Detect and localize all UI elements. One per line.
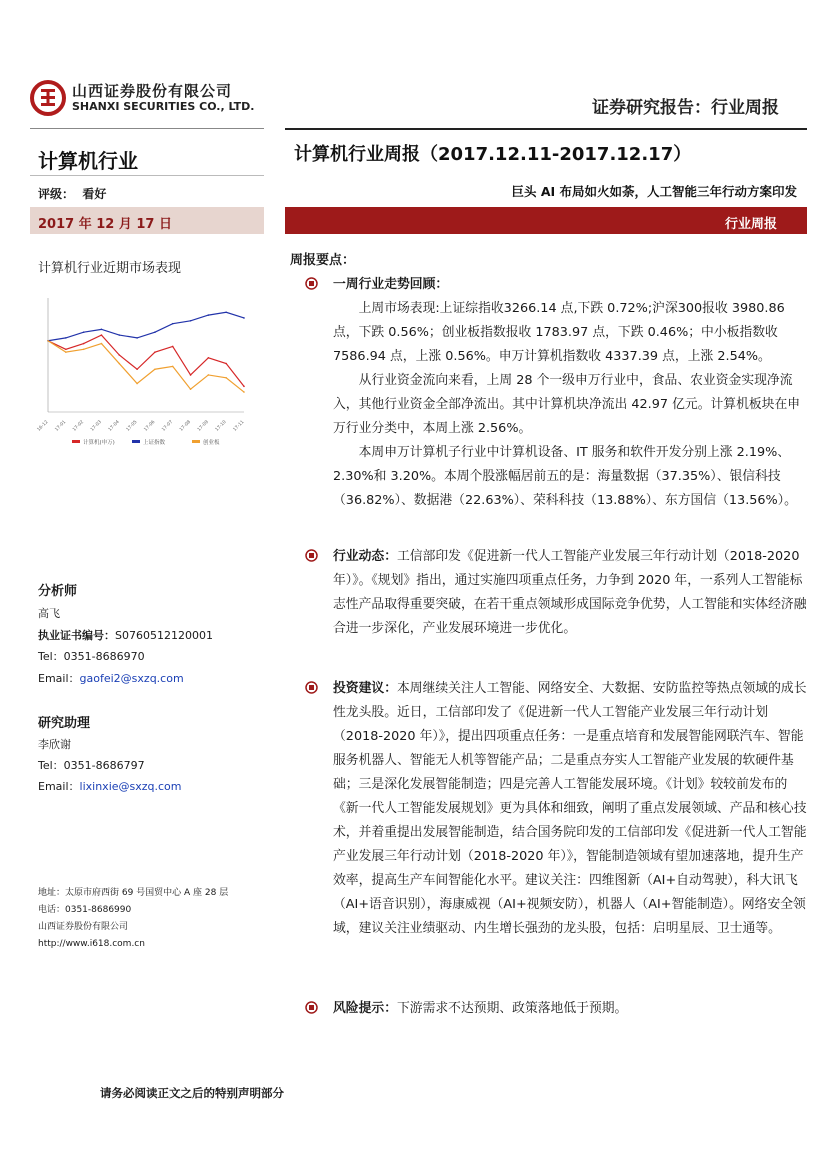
legend-label: 计算机(申万): [83, 440, 115, 446]
data-point: [65, 351, 67, 353]
bullet-icon: [305, 681, 318, 694]
paragraph: 本周继续关注人工智能、网络安全、大数据、安防监控等热点领域的成长性龙头股。近日，工信部印发了《促进新一代人工智能产业发展三年行动计划（2018-2020 年）》，提出四项重点任务：一是重点培育和发展智能网联汽车、智能服务机器人、智能无人机等智能产品；二是重点夯实人工智能产业发展的软硬件基础；三是深化发展智能制造；四是完善人工智能发展环境。《计划》较较前发布的《新一代人工智能发展规划》更为具体和细致，阐明了重点发展领域、产品和核心技术，并着重提出发展智能制造，结合国务院印发的工信部印发《促进新一代人工智能产业发展三年行动计划（2018-2020 年）》，智能制造领域有望加速落地，提升生产效率，提高生产车间智能化水平。建议关注：四维图新（AI+自动驾驶），科大讯飞（AI+语音识别），海康威视（AI+视频安防），机器人（AI+智能制造）。网络安全领域，建议关注业绩驱动、内生增长强劲的龙头股，包括：启明星辰、卫士通等。: [333, 681, 807, 936]
x-tick-label: 17-04: [107, 419, 121, 433]
data-point: [83, 343, 85, 345]
data-point: [118, 354, 120, 356]
section-market-review: [295, 273, 807, 513]
company-phone: 电话：0351-8686990: [38, 905, 132, 915]
section-heading: 行业动态：: [333, 549, 397, 564]
x-tick-label: 17-09: [196, 419, 210, 433]
data-point: [154, 331, 156, 333]
divider: [30, 175, 264, 176]
disclaimer: 请务必阅读正文之后的特别声明部分: [100, 1086, 284, 1100]
series-line: [48, 341, 244, 392]
data-point: [136, 368, 138, 370]
series-line: [48, 312, 244, 341]
x-tick-label: 17-03: [90, 419, 103, 433]
company-address: 地址：太原市府西街 69 号国贸中心 A 座 28 层: [38, 888, 229, 898]
report-type: 证券研究报告：行业周报: [592, 98, 779, 118]
assistant-heading: 研究助理: [38, 716, 91, 731]
data-point: [65, 349, 67, 351]
email-label: Email：: [38, 780, 80, 793]
paragraph: 下游需求不达预期、政策落地低于预期。: [396, 1001, 628, 1016]
page-subtitle: 巨头 AI 布局如火如荼，人工智能三年行动方案印发: [511, 184, 797, 199]
data-point: [101, 334, 103, 336]
market-performance-chart: [32, 292, 258, 462]
x-tick-label: 17-05: [125, 419, 139, 433]
analyst-name: 高飞: [38, 607, 60, 620]
company-name-cn: 山西证券股份有限公司: [72, 82, 233, 100]
page-title: 计算机行业周报（2017.12.11-2017.12.17）: [294, 144, 692, 165]
series-line: [48, 335, 244, 386]
data-point: [118, 363, 120, 365]
data-point: [136, 383, 138, 385]
data-point: [83, 349, 85, 351]
key-points-heading: 周报要点：: [290, 253, 356, 268]
x-tick-label: 17-01: [54, 419, 68, 433]
data-point: [208, 374, 210, 376]
legend-swatch: [72, 440, 80, 443]
data-point: [243, 386, 245, 388]
company-name-footer: 山西证券股份有限公司: [38, 922, 129, 932]
section-heading: 一周行业走势回顾：: [333, 277, 449, 292]
x-tick-label: 17-11: [232, 419, 246, 433]
data-point: [243, 391, 245, 393]
x-tick-label: 17-07: [161, 419, 175, 433]
section-heading: 风险提示：: [333, 1001, 397, 1016]
rating-label: 评级：: [38, 187, 75, 201]
paragraph: 工信部印发《促进新一代人工智能产业发展三年行动计划（2018-2020 年）》。《规划》指出，通过实施四项重点任务，力争到 2020 年，一系列人工智能标志性产品取得重要突破，在若干重点领域形成国际竞争优势，人工智能和实体经济融合进一步深化，产业发展环境进一步优化。: [333, 549, 807, 636]
cert-label: 执业证书编号：: [38, 629, 115, 642]
analyst-email: [38, 670, 184, 686]
analyst-tel: Tel：0351-8686970: [38, 650, 145, 663]
paragraph: 上周市场表现:上证综指收3266.14 点,下跌 0.72%;沪深300报收 3980.86 点，下跌 0.56%；创业板指数报收 1783.97 点，下跌 0.46%；中小板指数收 7586.94 点，上涨 0.56%。申万计算机指数收 4337.39 点，上涨 2.54%。: [333, 301, 785, 364]
rating: [38, 185, 106, 202]
section-industry-news: [295, 545, 807, 641]
data-point: [83, 331, 85, 333]
data-point: [190, 374, 192, 376]
bullet-icon: [305, 277, 318, 290]
data-point: [208, 314, 210, 316]
assistant-tel: Tel：0351-8686797: [38, 759, 145, 772]
section-investment-advice: [295, 677, 807, 941]
analyst-email-link[interactable]: gaofei2@sxzq.com: [79, 672, 184, 685]
divider: [30, 128, 264, 129]
data-point: [208, 357, 210, 359]
chart-caption: 计算机行业近期市场表现: [38, 261, 182, 276]
company-name-en: SHANXI SECURITIES CO., LTD.: [72, 100, 255, 113]
legend-label: 创业板: [203, 440, 220, 446]
legend-label: 上证指数: [143, 440, 166, 446]
divider: [285, 128, 807, 130]
data-point: [190, 388, 192, 390]
data-point: [172, 346, 174, 348]
report-date: 2017 年 12 月 17 日: [38, 217, 172, 232]
company-logo-icon: [30, 80, 66, 116]
data-point: [190, 320, 192, 322]
legend-swatch: [132, 440, 140, 443]
x-tick-label: 17-10: [214, 419, 228, 433]
data-point: [225, 377, 227, 379]
assistant-email: [38, 778, 182, 794]
x-tick-label: 17-06: [143, 419, 157, 433]
data-point: [154, 368, 156, 370]
data-point: [118, 334, 120, 336]
data-point: [136, 337, 138, 339]
assistant-email-link[interactable]: lixinxie@sxzq.com: [79, 780, 182, 793]
company-website[interactable]: http://www.i618.com.cn: [38, 939, 145, 949]
paragraph: 本周申万计算机子行业中计算机设备、IT 服务和软件开发分别上涨 2.19%、2.30%和 3.20%。本周个股涨幅居前五的是：海量数据（37.35%）、银信科技（36.82%）、数据港（22.63%）、荣科科技（13.88%）、东方国信（13.56%）。: [333, 445, 797, 508]
email-label: Email：: [38, 672, 80, 685]
data-point: [225, 363, 227, 365]
legend-swatch: [192, 440, 200, 443]
bullet-icon: [305, 549, 318, 562]
data-point: [101, 329, 103, 331]
data-point: [154, 351, 156, 353]
data-point: [172, 366, 174, 368]
bullet-icon: [305, 1001, 318, 1014]
x-tick-label: 17-02: [72, 419, 86, 433]
data-point: [172, 323, 174, 325]
data-point: [65, 337, 67, 339]
x-tick-label: 17-08: [179, 419, 192, 433]
paragraph: 从行业资金流向来看，上周 28 个一级申万行业中，食品、农业资金实现净流入，其他行业资金全部净流出。其中计算机块净流出 42.97 亿元。计算机板块在申万行业分类中，本周上涨 2.56%。: [333, 373, 801, 436]
cert-number: [38, 627, 213, 643]
data-point: [225, 311, 227, 313]
cert-value: S0760512120001: [115, 629, 213, 642]
analyst-heading: 分析师: [38, 584, 78, 599]
industry-title: 计算机行业: [38, 149, 138, 173]
data-point: [101, 343, 103, 345]
section-heading: 投资建议：: [333, 681, 397, 696]
section-risk: [295, 997, 807, 1021]
x-tick-label: 16-12: [36, 419, 50, 433]
data-point: [243, 317, 245, 319]
data-point: [47, 340, 49, 342]
week-label: 行业周报: [724, 217, 777, 232]
rating-value: 看好: [82, 187, 107, 201]
assistant-name: 李欣谢: [38, 738, 71, 751]
